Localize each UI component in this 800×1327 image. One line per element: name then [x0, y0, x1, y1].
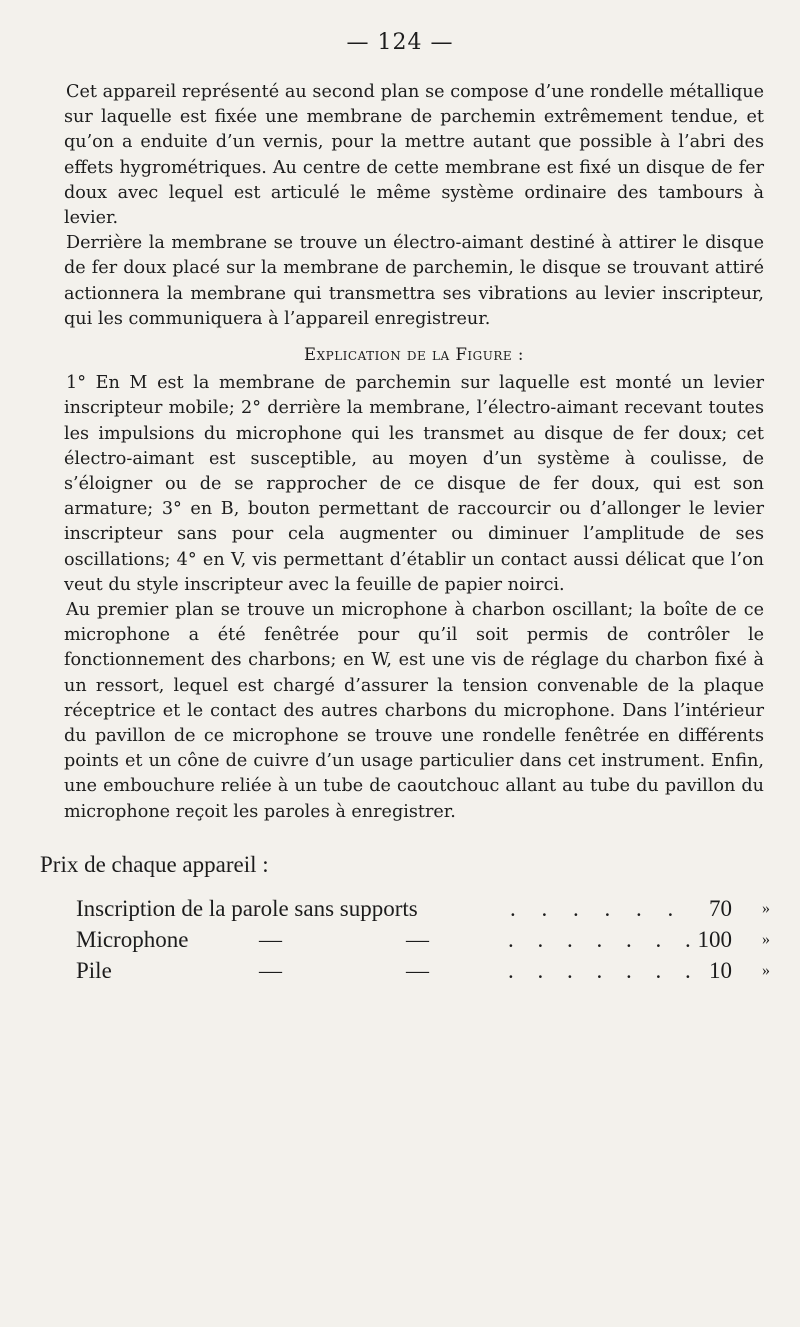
ditto-dash: — [406, 958, 429, 983]
paragraph-4: Au premier plan se trouve un microphone à charbon oscillant; la boîte de ce microphone a été fenêtrée pour qu’il soit permis de contrôler le fonctionnement des charbons; en W, est une vis de réglage du charbon fixé à un ressort, lequel est chargé d’assurer la tension convenable de la plaque réceptrice et le contact des autres charbons du microphone. Dans l’intérieur du pavillon de ce microphone se trouve une rondelle fenêtrée en différents points et un cône de cuivre d’un usage particulier dans cet instrument. Enfin, une embouchure reliée à un tube de caoutchouc allant au tube du pavillon du microphone reçoit les paroles à enregistrer. [64, 600, 764, 822]
price-row [76, 893, 776, 924]
ditto-dash: — [259, 958, 282, 983]
price-row [76, 924, 776, 955]
ditto-mark: » [762, 962, 770, 979]
paragraph-1: Cet appareil représenté au second plan se compose d’une rondelle métallique sur laquelle est fixée une membrane de parchemin extrêmement tendue, et qu’on a enduite d’un vernis, pour la mettre autant que possible à l’abri des effets hygrométriques. Au centre de cette membrane est fixé un disque de fer doux avec lequel est articulé le même système ordinaire des tambours à levier. [64, 82, 764, 229]
price-row [76, 955, 776, 986]
body-text [64, 80, 764, 825]
leader-dots: . . . . . . . [508, 927, 700, 952]
price-list-title: Prix de chaque appareil : [40, 852, 269, 877]
ditto-dash: — [259, 927, 282, 952]
ditto-mark: » [762, 931, 770, 948]
price-value: 70 [709, 896, 732, 921]
page-number: — 124 — [346, 30, 454, 55]
ditto-dash: — [406, 927, 429, 952]
price-value: 100 [697, 927, 732, 952]
paragraph-3: 1° En M est la membrane de parchemin sur laquelle est monté un levier inscripteur mobile; 2° derrière la membrane, l’électro-aimant recevant toutes les impulsions du microphone qui les transmet au disque de fer doux; cet électro-aimant est susceptible, au moyen d’un système à coulisse, de s’éloigner ou de se rapprocher de ce disque de fer doux, qui est son armature; 3° en B, bouton permettant de raccourcir ou d’allonger le levier inscripteur sans pour cela augmenter ou diminuer l’amplitude de ses oscillations; 4° en V, vis permettant d’établir un contact aussi délicat que l’on veut du style inscripteur avec la feuille de papier noirci. [64, 373, 764, 595]
price-list [76, 893, 776, 986]
price-item-name: Microphone [76, 927, 189, 952]
ditto-mark: » [762, 900, 770, 917]
price-item-name: Pile [76, 958, 112, 983]
paragraph-2: Derrière la membrane se trouve un électro-aimant destiné à attirer le disque de fer doux placé sur la membrane de parchemin, le disque se trouvant attiré actionnera la membrane qui transmettra ses vibrations au levier inscripteur, qui les communiquera à l’appareil enregistreur. [64, 233, 764, 329]
price-value: 10 [709, 958, 732, 983]
section-heading: Explication de la Figure : [304, 345, 524, 365]
price-item-name: Inscription de la parole sans supports [76, 896, 418, 921]
leader-dots: . . . . . . . [508, 958, 700, 983]
leader-dots: . . . . . . [510, 896, 684, 921]
